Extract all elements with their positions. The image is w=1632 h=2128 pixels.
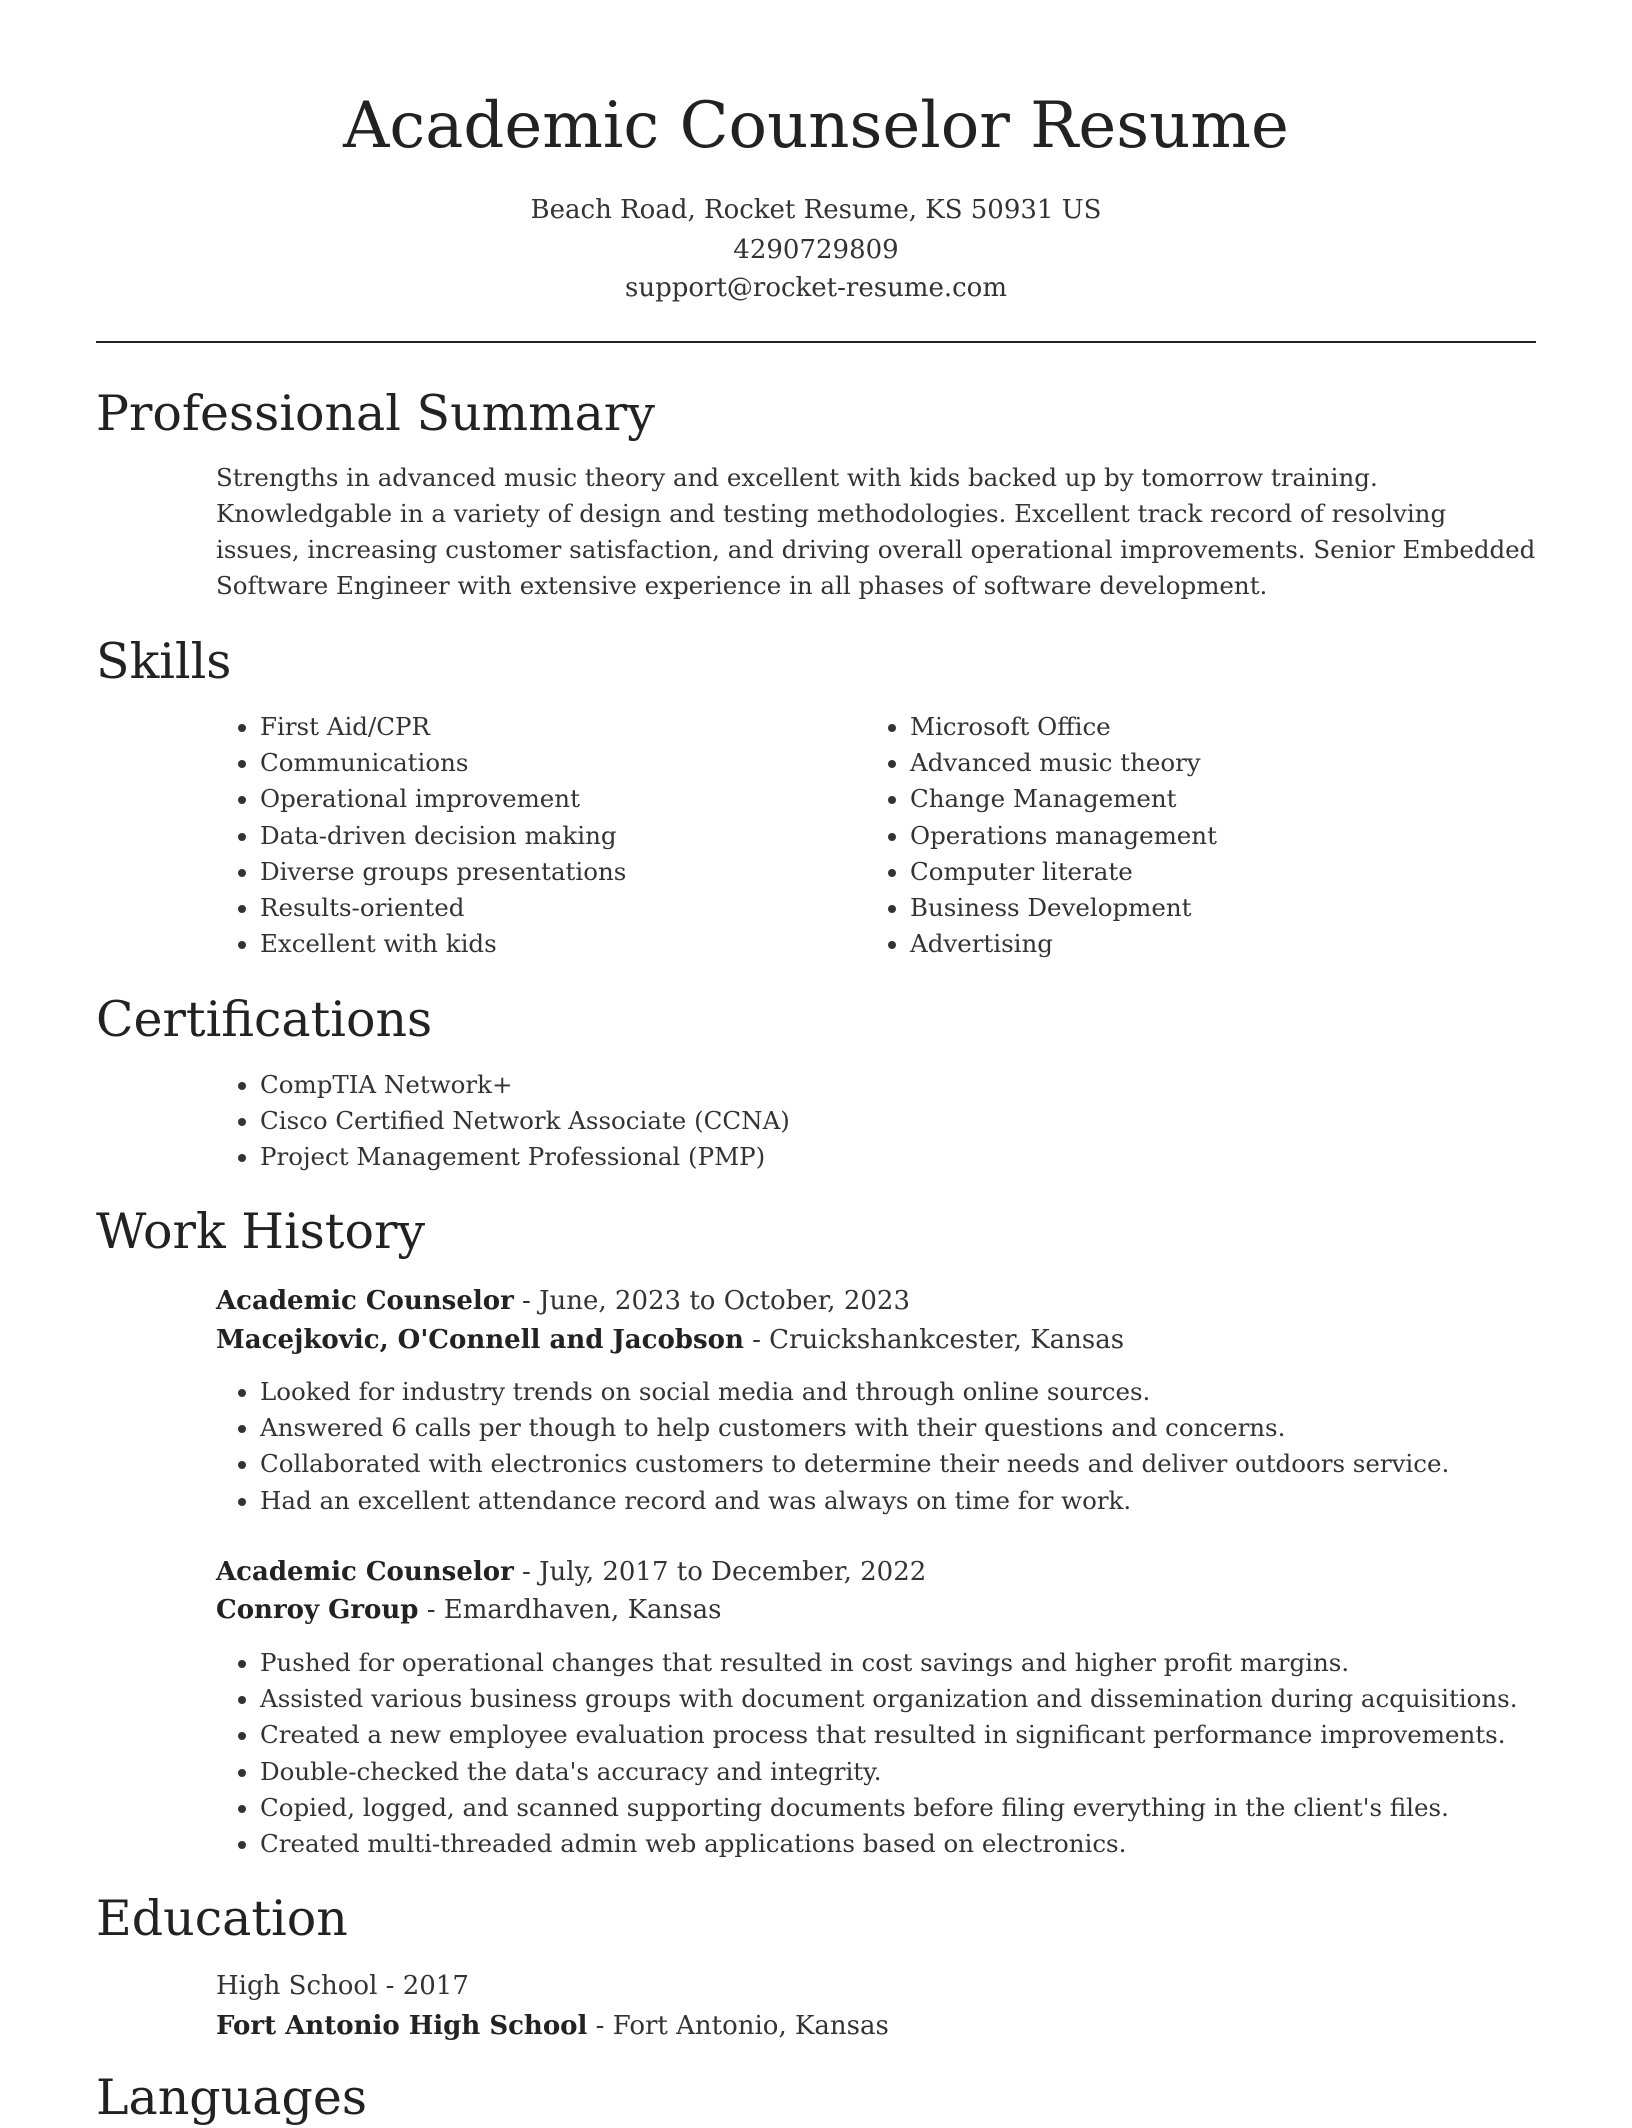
list-item: • Operational improvement: [260, 781, 626, 817]
list-item: • Answered 6 calls per though to help customers with their questions and concerns.: [260, 1410, 1449, 1446]
job-title-line: [216, 1552, 926, 1592]
job-bullets: [216, 1374, 1449, 1519]
list-item: • Diverse groups presentations: [260, 854, 626, 890]
education-degree: High School: [216, 1971, 378, 2001]
list-item: • Advanced music theory: [910, 745, 1217, 781]
section-heading-education: Education: [96, 1890, 348, 1947]
list-item: • Microsoft Office: [910, 709, 1217, 745]
job-title: Academic Counselor: [216, 1557, 514, 1587]
section-heading-summary: Professional Summary: [96, 385, 655, 442]
list-item: • Business Development: [910, 890, 1217, 926]
list-item: • Pushed for operational changes that resulted in cost savings and higher profit margins.: [260, 1645, 1518, 1681]
page-title: Academic Counselor Resume: [343, 89, 1289, 163]
job-title: Academic Counselor: [216, 1286, 514, 1316]
job-dates: - June, 2023 to October, 2023: [513, 1286, 911, 1316]
list-item: • Data-driven decision making: [260, 818, 626, 854]
list-item: • Change Management: [910, 781, 1217, 817]
contact-email: support@rocket-resume.com: [624, 273, 1007, 303]
list-item: • CompTIA Network+: [260, 1067, 790, 1103]
education-year: - 2017: [377, 1971, 469, 2001]
section-heading-languages: Languages: [96, 2069, 367, 2126]
education-school: Fort Antonio High School: [216, 2011, 588, 2041]
contact-phone: 4290729809: [733, 235, 899, 265]
list-item: • Assisted various business groups with document organization and dissemination during acquisitions.: [260, 1681, 1518, 1717]
header-divider: [96, 341, 1536, 343]
list-item: • Created multi-threaded admin web applications based on electronics.: [260, 1826, 1518, 1862]
certifications-list: [216, 1067, 790, 1176]
list-item: • Communications: [260, 745, 626, 781]
skills-list-left: [216, 709, 626, 962]
list-item: • Cisco Certified Network Associate (CCNA): [260, 1103, 790, 1139]
list-item: • Had an excellent attendance record and was always on time for work.: [260, 1483, 1449, 1519]
list-item: • Looked for industry trends on social media and through online sources.: [260, 1374, 1449, 1410]
section-heading-work-history: Work History: [96, 1203, 426, 1260]
job-bullets: [216, 1645, 1518, 1862]
education-degree-line: [216, 1966, 469, 2006]
job-location: - Emardhaven, Kansas: [418, 1595, 722, 1625]
education-location: - Fort Antonio, Kansas: [587, 2011, 889, 2041]
job-location: - Cruickshankcester, Kansas: [743, 1325, 1125, 1355]
list-item: • Project Management Professional (PMP): [260, 1139, 790, 1175]
job-company-line: [216, 1320, 1124, 1360]
section-heading-certifications: Certifications: [96, 991, 433, 1048]
job-company: Conroy Group: [216, 1595, 419, 1625]
job-company: Macejkovic, O'Connell and Jacobson: [216, 1325, 744, 1355]
skills-list-right: [866, 709, 1217, 962]
list-item: • Results-oriented: [260, 890, 626, 926]
education-school-line: [216, 2006, 889, 2046]
summary-text: Strengths in advanced music theory and excellent with kids backed up by tomorrow training. Knowledgable in a variety of design and testing methodologies. Excellent track record of resolving issues, increasing customer satisfaction, and driving overall operational improvements. Senior Embedded Software Engineer with extensive experience in all phases of software development.: [216, 463, 1536, 600]
job-title-line: [216, 1281, 910, 1321]
list-item: • Double-checked the data's accuracy and integrity.: [260, 1754, 1518, 1790]
list-item: • First Aid/CPR: [260, 709, 626, 745]
list-item: • Advertising: [910, 926, 1217, 962]
list-item: • Operations management: [910, 818, 1217, 854]
list-item: • Computer literate: [910, 854, 1217, 890]
list-item: • Collaborated with electronics customers to determine their needs and deliver outdoors service.: [260, 1446, 1449, 1482]
list-item: • Copied, logged, and scanned supporting documents before filing everything in the client's files.: [260, 1790, 1518, 1826]
job-dates: - July, 2017 to December, 2022: [513, 1557, 927, 1587]
list-item: • Excellent with kids: [260, 926, 626, 962]
section-heading-skills: Skills: [96, 633, 232, 690]
list-item: • Created a new employee evaluation process that resulted in significant performance improvements.: [260, 1717, 1518, 1753]
contact-address: Beach Road, Rocket Resume, KS 50931 US: [530, 195, 1102, 225]
job-company-line: [216, 1590, 721, 1630]
